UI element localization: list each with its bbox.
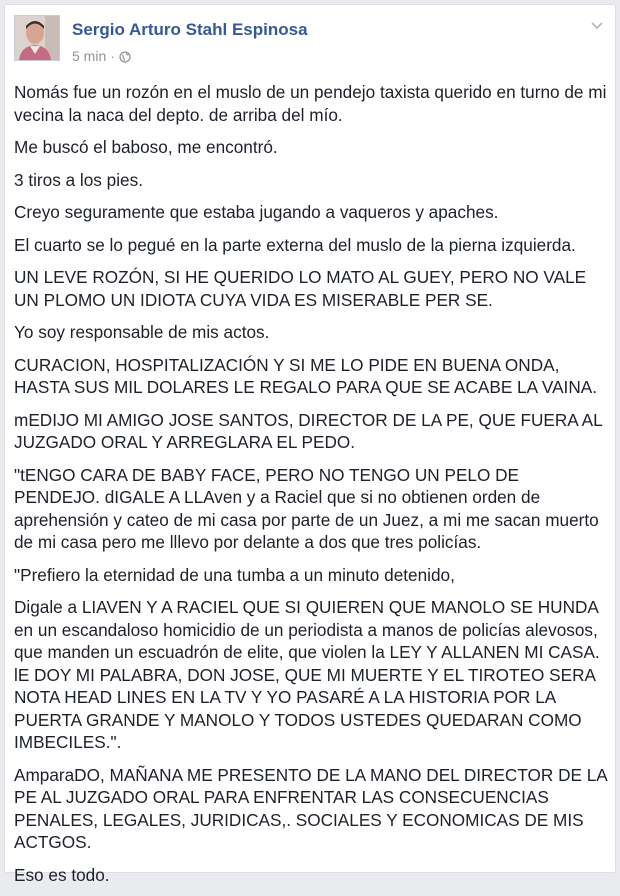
post-paragraph: Digale a LIAVEN Y A RACIEL QUE SI QUIEREN QUE MANOLO SE HUNDA en un escandaloso homicidio de un periodista a manos de policías alevosos, que manden un escuadrón de elite, que violen la LEY Y ALLANEN MI CASA. lE DOY MI PALABRA, DON JOSE, QUE MI MUERTE Y EL TIROTEO SERA NOTA HEAD LINES EN LA TV Y YO PASARÉ A LA HISTORIA POR LA PUERTA GRANDE Y MANOLO Y TODOS USTEDES QUEDARAN COMO IMBECILES.". [14,597,600,752]
post-paragraph: Yo soy responsable de mis actos. [14,322,270,342]
post-paragraph: mEDIJO MI AMIGO JOSE SANTOS, DIRECTOR DE LA PE, QUE FUERA AL JUZGADO ORAL Y ARREGLARA EL PEDO. [14,409,603,452]
post-paragraph: Nomás fue un rozón en el muslo de un pendejo taxista querido en turno de mi vecina la naca del depto. de arriba del mío. [14,82,607,125]
meta-separator: · [110,48,115,64]
author-name-link[interactable]: Sergio Arturo Stahl Espinosa [72,20,308,39]
post-timestamp[interactable]: 5 min [72,48,107,64]
post-body [14,81,610,896]
post-paragraph: "tENGO CARA DE BABY FACE, PERO NO TENGO UN PELO DE PENDEJO. dIGALE A LLAven y a Raciel que si no obtienen orden de aprehensión y cateo de mi casa por parte de un Juez, a mi me sacan muerto de mi casa pero me lllevo por delante a dos que tres policías. [14,464,599,552]
author-avatar[interactable] [14,15,60,61]
post-meta [72,48,131,64]
post-paragraph: Creyo seguramente que estaba jugando a vaqueros y apaches. [14,202,499,222]
post-paragraph: AmparaDO, MAÑANA ME PRESENTO DE LA MANO DEL DIRECTOR DE LA PE AL JUZGADO ORAL PARA ENFRENTAR LAS CONSECUENCIAS PENALES, LEGALES, JURIDICAS,. SOCIALES Y ECONOMICAS DE MIS ACTGOS. [14,764,608,852]
globe-icon[interactable] [119,50,131,62]
post-paragraph: Eso es todo. [14,864,110,885]
post-paragraph: Me buscó el baboso, me encontró. [14,137,278,157]
post-paragraph: 3 tiros a los pies. [14,169,143,190]
avatar-image [15,16,59,60]
post-paragraph: UN LEVE ROZÓN, SI HE QUERIDO LO MATO AL GUEY, PERO NO VALE UN PLOMO UN IDIOTA CUYA VIDA ES MISERABLE PER SE. [14,267,587,310]
chevron-down-icon[interactable] [589,17,605,33]
post-paragraph: "Prefiero la eternidad de una tumba a un minuto detenido, [14,564,455,585]
post-paragraph: El cuarto se lo pegué en la parte externa del muslo de la pierna izquierda. [14,234,576,255]
post-card [4,4,616,885]
post-paragraph: CURACION, HOSPITALIZACIÓN Y SI ME LO PIDE EN BUENA ONDA, HASTA SUS MIL DOLARES LE REGALO PARA QUE SE ACABE LA VAINA. [14,354,597,397]
post-header [5,5,615,75]
